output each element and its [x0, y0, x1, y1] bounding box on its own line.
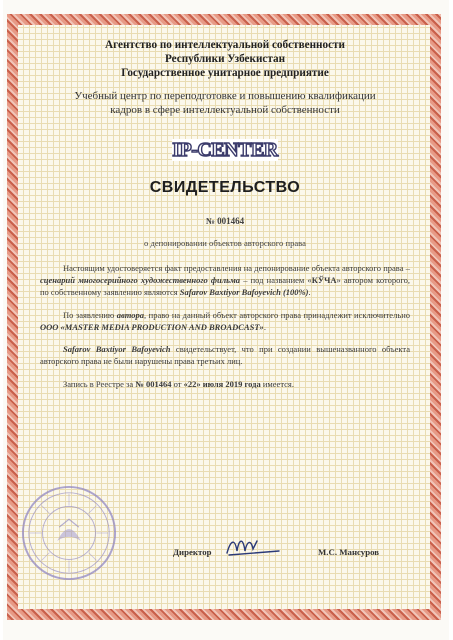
certificate-page — [3, 0, 449, 640]
official-seal — [20, 484, 118, 582]
certificate-subject: о депонировании объектов авторского права — [144, 238, 306, 248]
subheader-line-2: кадров в сфере интеллектуальной собственности — [110, 103, 340, 116]
registry-number: № 001464 — [135, 379, 172, 390]
signature-block — [173, 537, 413, 561]
director-signature — [221, 533, 283, 559]
header-line-1: Агентство по интеллектуальной собственности — [104, 39, 345, 51]
film-title: КЎЧА — [311, 275, 337, 286]
author-role: автора — [116, 309, 145, 320]
registry-text-3: имеется. — [260, 379, 294, 390]
certificate-number: № 001464 — [205, 216, 245, 226]
registry-text-2: от — [171, 379, 184, 390]
header-line-2: Республики Узбекистан — [164, 53, 286, 65]
signature-label: Директор — [173, 547, 212, 557]
director-name: М.С. Мансуров — [318, 547, 380, 557]
work-type: сценарий многосерийного художественного фильма — [40, 275, 241, 286]
paragraph-rights — [40, 309, 410, 333]
declarant-name: Safarov Baxtiyor Bafoyevich — [63, 344, 171, 355]
registry-entry — [63, 379, 421, 389]
paragraph-declaration — [40, 343, 410, 367]
author-name: Safarov Baxtiyor Bafoyevich (100%) — [179, 287, 309, 298]
para2-text-3: . — [263, 321, 266, 332]
logo-text: IP-CENTER — [172, 139, 278, 161]
para1-text-1: Настоящим удостоверяется факт предоставления на депонирование объекта авторского права – — [63, 263, 410, 273]
agency-header — [29, 38, 421, 80]
certificate-title: СВИДЕТЕЛЬСТВО — [149, 179, 301, 196]
para1-text-2: – под названием « — [240, 275, 312, 286]
paragraph-deposit — [40, 262, 410, 299]
para3-text: свидетельствует, что при создании вышеназванного объекта авторского права не были нарушены права третьих лиц. — [40, 344, 410, 367]
certificate-body — [29, 38, 421, 389]
para1-text-4: . — [308, 287, 311, 298]
para2-text-1: По заявлению — [63, 309, 117, 320]
para2-text-2: , право на данный объект авторского права принадлежит исключительно — [144, 309, 410, 320]
training-center-name — [29, 90, 421, 117]
para1-text-3: » автором которого, по собственному заявлению являются — [40, 275, 411, 298]
registry-text-1: Запись в Реестре за — [63, 379, 136, 390]
registry-date: «22» июля 2019 года — [183, 379, 261, 390]
ip-center-logo — [29, 139, 421, 161]
rights-owner: ООО «MASTER MEDIA PRODUCTION AND BROADCAST» — [40, 321, 264, 332]
header-line-3: Государственное унитарное предприятие — [121, 67, 329, 79]
subheader-line-1: Учебный центр по переподготовке и повышению квалификации — [74, 90, 376, 102]
